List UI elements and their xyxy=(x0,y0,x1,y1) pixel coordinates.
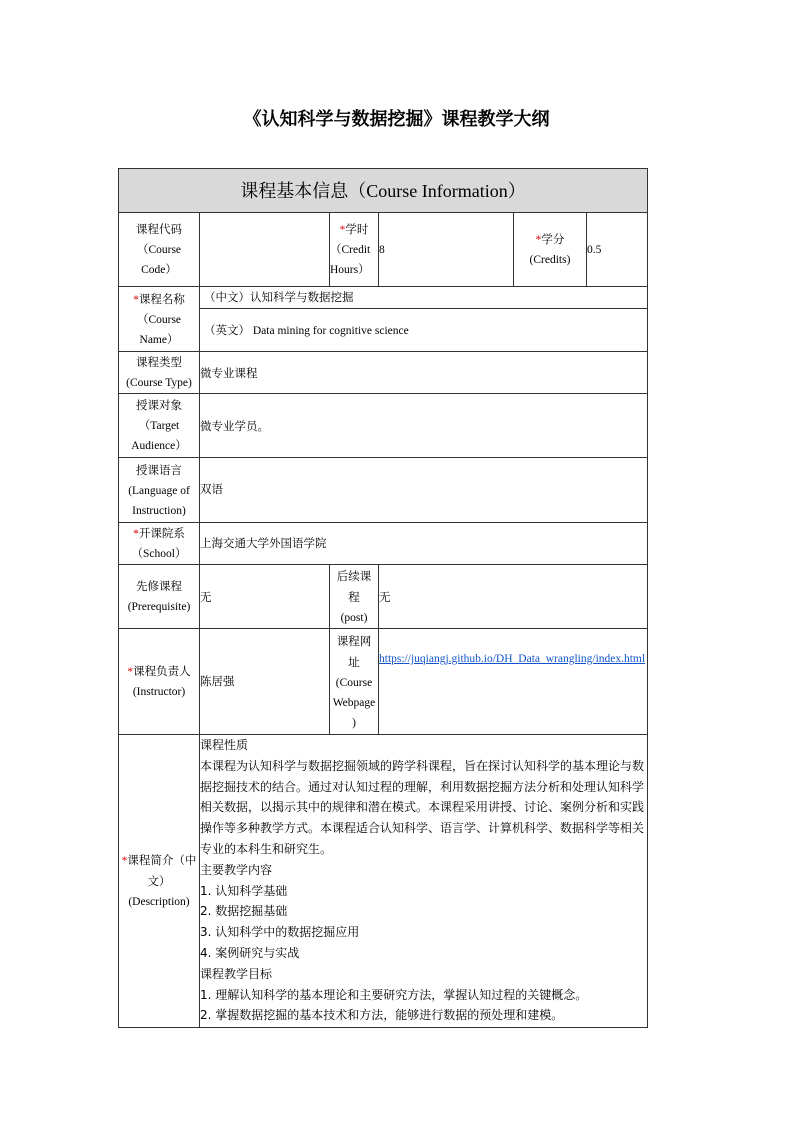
description-body xyxy=(200,735,648,1028)
description-line: 2. 掌握数据挖掘的基本技术和方法，能够进行数据的预处理和建模。 xyxy=(200,1008,564,1023)
course-code-label: 课程代码 （Course Code） xyxy=(119,213,200,287)
language-value: 双语 xyxy=(200,458,648,523)
description-line: 专业的本科生和研究生。 xyxy=(200,841,333,856)
course-name-label: *课程名称 （Course Name） xyxy=(119,287,200,352)
description-line: 3. 认知科学中的数据挖掘应用 xyxy=(200,925,360,940)
audience-label: 授课对象 （Target Audience） xyxy=(119,394,200,458)
description-line: 课程教学目标 xyxy=(200,966,273,981)
instructor-value: 陈居强 xyxy=(200,629,330,735)
audience-value: 微专业学员。 xyxy=(200,394,648,458)
credits-value: 0.5 xyxy=(587,213,648,287)
description-line: 4. 案例研究与实战 xyxy=(200,945,300,960)
webpage-cell xyxy=(379,629,648,735)
course-name-zh: （中文）认知科学与数据挖掘 xyxy=(200,287,648,309)
hours-label: *学时 （Credit Hours） xyxy=(330,213,379,287)
hours-value: 8 xyxy=(379,213,514,287)
school-value: 上海交通大学外国语学院 xyxy=(200,523,648,565)
prerequisite-label: 先修课程 (Prerequisite) xyxy=(119,565,200,629)
course-name-en: （英文） Data mining for cognitive science xyxy=(200,309,648,352)
description-line: 据挖掘技术的结合。通过对认知过程的理解，利用数据挖掘方法分析和处理认知科学 xyxy=(200,779,645,794)
description-line: 操作等多种教学方式。本课程适合认知科学、语言学、计算机科学、数据科学等相关 xyxy=(200,821,645,836)
school-label: *开课院系 （School） xyxy=(119,523,200,565)
document-title: 《认知科学与数据挖掘》课程教学大纲 xyxy=(243,109,550,130)
prerequisite-value: 无 xyxy=(200,565,330,629)
table-header: 课程基本信息（Course Information） xyxy=(119,169,648,213)
description-line: 主要教学内容 xyxy=(200,862,273,877)
description-line: 本课程为认知科学与数据挖掘领域的跨学科课程，旨在探讨认知科学的基本理论与数 xyxy=(200,758,645,773)
course-type-label: 课程类型 (Course Type) xyxy=(119,352,200,394)
description-label: *课程简介（中 文） (Description) xyxy=(119,735,200,1028)
instructor-label: *课程负责人 (Instructor) xyxy=(119,629,200,735)
post-course-value: 无 xyxy=(379,565,648,629)
description-line: 相关数据，以揭示其中的规律和潜在模式。本课程采用讲授、讨论、案例分析和实践 xyxy=(200,800,645,815)
description-line: 课程性质 xyxy=(200,738,249,752)
course-type-value: 微专业课程 xyxy=(200,352,648,394)
course-code-value xyxy=(200,213,330,287)
course-info-table xyxy=(118,168,648,1028)
description-line: 1. 认知科学基础 xyxy=(200,883,288,898)
post-course-label: 后续课 程 (post) xyxy=(330,565,379,629)
description-line: 1. 理解认知科学的基本理论和主要研究方法，掌握认知过程的关键概念。 xyxy=(200,987,588,1002)
credits-label: *学分 (Credits) xyxy=(514,213,587,287)
description-line: 2. 数据挖掘基础 xyxy=(200,904,288,919)
language-label: 授课语言 (Language of Instruction) xyxy=(119,458,200,523)
webpage-label: 课程网 址 (Course Webpage ) xyxy=(330,629,379,735)
webpage-link[interactable]: https://juqiangj.github.io/DH_Data_wrangling/index.html xyxy=(379,653,646,665)
